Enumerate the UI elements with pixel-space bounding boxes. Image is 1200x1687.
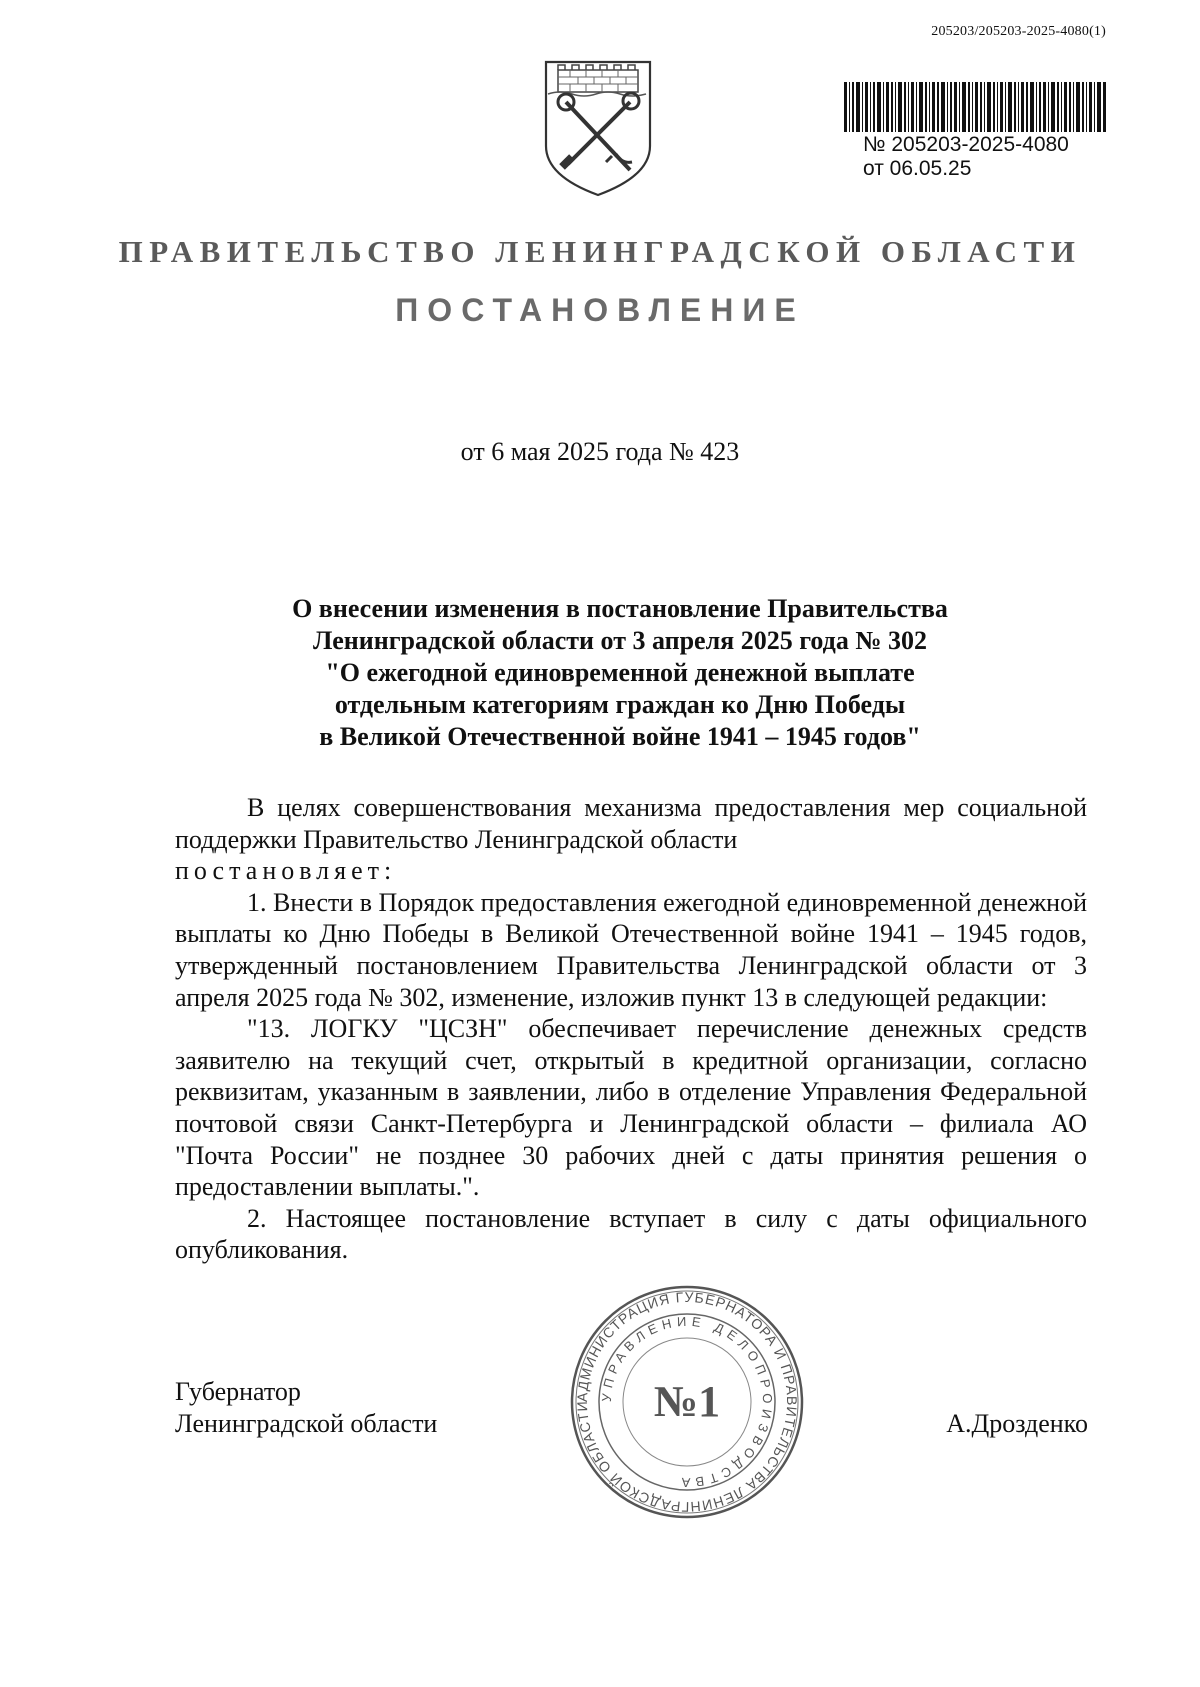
- seal-center-number: №1: [653, 1377, 721, 1426]
- document-reference-number: 205203/205203-2025-4080(1): [931, 24, 1106, 39]
- coat-of-arms-icon: [542, 58, 654, 198]
- signatory-position: [175, 1376, 437, 1440]
- subject-line: Ленинградской области от 3 апреля 2025 года № 302: [313, 626, 927, 655]
- document-date-number: от 6 мая 2025 года № 423: [460, 437, 740, 466]
- paragraph-2: 2. Настоящее постановление вступает в силу с даты официального опубликования.: [175, 1203, 1087, 1265]
- subject-line: в Великой Отечественной войне 1941 – 1945 годов": [319, 722, 921, 751]
- barcode: [844, 82, 1106, 132]
- signatory-position-line: Губернатор: [175, 1377, 301, 1406]
- official-seal: [568, 1283, 806, 1521]
- document-subject: [170, 593, 1070, 753]
- document-type: ПОСТАНОВЛЕНИЕ: [395, 292, 805, 328]
- paragraph-13-text: "13. ЛОГКУ "ЦСЗН" обеспечивает перечисление денежных средств заявителю на текущий счет, открытый в кредитной организации, согласно реквизитам, указанным в заявлении, либо в отделение Управления Федеральной почтовой связи Санкт-Петербурга и Ленинградской области – филиала АО "Почта России" не позднее 30 рабочих дней с даты принятия решения о предоставлении выплаты.".: [175, 1014, 1087, 1202]
- government-title: ПРАВИТЕЛЬСТВО ЛЕНИНГРАДСКОЙ ОБЛАСТИ: [118, 234, 1082, 269]
- signatory-position-line: Ленинградской области: [175, 1409, 438, 1438]
- subject-line: О внесении изменения в постановление Правительства: [292, 594, 948, 623]
- subject-line: "О ежегодной единовременной денежной выплате: [325, 658, 915, 687]
- preamble: В целях совершенствования механизма предоставления мер социальной поддержки Правительство Ленинградской области: [175, 793, 1087, 854]
- document-body: [175, 792, 1087, 1266]
- paragraph-1: 1. Внести в Порядок предоставления ежегодной единовременной денежной выплаты ко Дню Победы в Великой Отечественной войне 1941 – 1945 годов, утвержденный постановлением Правительства Ленинградской области от 3 апреля 2025 года № 302, изменение, изложив пункт 13 в следующей редакции:: [175, 887, 1087, 1012]
- registration-number: № 205203-2025-4080: [863, 133, 1069, 156]
- seal-outer-text: АДМИНИСТРАЦИЯ ГУБЕРНАТОРА И ПРАВИТЕЛЬСТВА ЛЕНИНГРАДСКОЙ ОБЛАСТИ: [573, 1288, 801, 1516]
- seal-inner-text: УПРАВЛЕНИЕ ДЕЛОПРОИЗВОДСТВА: [598, 1313, 776, 1491]
- subject-line: отдельным категориям граждан ко Дню Победы: [334, 690, 906, 719]
- registration-date: от 06.05.25: [863, 157, 972, 180]
- resolves-word: постановляет:: [175, 856, 397, 886]
- signatory-name: А.Дрозденко: [946, 1409, 1088, 1438]
